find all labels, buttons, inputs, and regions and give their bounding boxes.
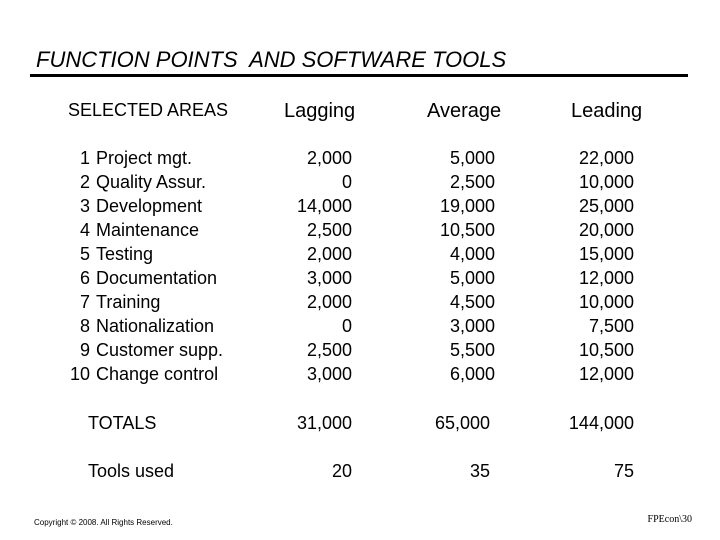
tools-used-leading: 75 bbox=[613, 461, 634, 481]
row-number: 1 bbox=[79, 148, 90, 168]
leading-value: 7,500 bbox=[588, 316, 634, 336]
average-value: 19,000 bbox=[439, 196, 495, 216]
tools-used-average: 35 bbox=[469, 461, 490, 481]
totals-average: 65,000 bbox=[434, 413, 490, 433]
totals-lagging: 31,000 bbox=[296, 413, 352, 433]
average-value: 5,500 bbox=[449, 340, 495, 360]
table-row bbox=[0, 268, 720, 292]
leading-value: 12,000 bbox=[578, 268, 634, 288]
leading-value: 10,500 bbox=[578, 340, 634, 360]
average-value: 5,000 bbox=[449, 148, 495, 168]
row-number: 4 bbox=[79, 220, 90, 240]
table-row bbox=[0, 148, 720, 172]
lagging-value: 2,000 bbox=[306, 244, 352, 264]
row-number: 10 bbox=[69, 364, 90, 384]
header-leading: Leading bbox=[571, 100, 643, 122]
leading-value: 12,000 bbox=[578, 364, 634, 384]
leading-value: 15,000 bbox=[578, 244, 634, 264]
tools-used-row bbox=[0, 461, 720, 485]
area-name: Documentation bbox=[96, 268, 218, 288]
header-selected-areas: SELECTED AREAS bbox=[68, 100, 229, 120]
average-value: 6,000 bbox=[449, 364, 495, 384]
average-value: 3,000 bbox=[449, 316, 495, 336]
leading-value: 22,000 bbox=[578, 148, 634, 168]
average-value: 4,500 bbox=[449, 292, 495, 312]
row-number: 8 bbox=[79, 316, 90, 336]
table-row bbox=[0, 340, 720, 364]
row-number: 5 bbox=[79, 244, 90, 264]
row-number: 2 bbox=[79, 172, 90, 192]
row-number: 3 bbox=[79, 196, 90, 216]
area-name: Customer supp. bbox=[96, 340, 224, 360]
area-name: Training bbox=[96, 292, 161, 312]
leading-value: 10,000 bbox=[578, 172, 634, 192]
tools-used-label: Tools used bbox=[88, 461, 175, 481]
leading-value: 20,000 bbox=[578, 220, 634, 240]
totals-leading: 144,000 bbox=[568, 413, 634, 433]
lagging-value: 0 bbox=[341, 172, 352, 192]
copyright-notice: Copyright © 2008. All Rights Reserved. bbox=[34, 518, 173, 527]
table-row bbox=[0, 196, 720, 220]
lagging-value: 2,000 bbox=[306, 148, 352, 168]
row-number: 9 bbox=[79, 340, 90, 360]
header-lagging: Lagging bbox=[284, 100, 356, 122]
header-average: Average bbox=[427, 100, 502, 122]
table-row bbox=[0, 220, 720, 244]
areas-table bbox=[0, 148, 720, 388]
area-name: Change control bbox=[96, 364, 219, 384]
table-row bbox=[0, 316, 720, 340]
lagging-value: 0 bbox=[341, 316, 352, 336]
lagging-value: 2,500 bbox=[306, 340, 352, 360]
lagging-value: 3,000 bbox=[306, 364, 352, 384]
area-name: Testing bbox=[96, 244, 154, 264]
table-row bbox=[0, 244, 720, 268]
lagging-value: 2,500 bbox=[306, 220, 352, 240]
slide-title: FUNCTION POINTS AND SOFTWARE TOOLS bbox=[36, 47, 507, 72]
title-underline bbox=[30, 74, 688, 77]
lagging-value: 14,000 bbox=[296, 196, 352, 216]
table-row bbox=[0, 364, 720, 388]
leading-value: 10,000 bbox=[578, 292, 634, 312]
average-value: 4,000 bbox=[449, 244, 495, 264]
lagging-value: 3,000 bbox=[306, 268, 352, 288]
totals-row bbox=[0, 413, 720, 437]
average-value: 5,000 bbox=[449, 268, 495, 288]
average-value: 10,500 bbox=[439, 220, 495, 240]
area-name: Development bbox=[96, 196, 203, 216]
table-row bbox=[0, 292, 720, 316]
row-number: 7 bbox=[79, 292, 90, 312]
area-name: Nationalization bbox=[96, 316, 215, 336]
leading-value: 25,000 bbox=[578, 196, 634, 216]
table-row bbox=[0, 172, 720, 196]
tools-used-lagging: 20 bbox=[331, 461, 352, 481]
area-name: Project mgt. bbox=[96, 148, 193, 168]
row-number: 6 bbox=[79, 268, 90, 288]
average-value: 2,500 bbox=[449, 172, 495, 192]
lagging-value: 2,000 bbox=[306, 292, 352, 312]
area-name: Quality Assur. bbox=[96, 172, 207, 192]
area-name: Maintenance bbox=[96, 220, 200, 240]
slide-reference: FPEcon\30 bbox=[647, 514, 692, 525]
totals-label: TOTALS bbox=[88, 413, 157, 433]
